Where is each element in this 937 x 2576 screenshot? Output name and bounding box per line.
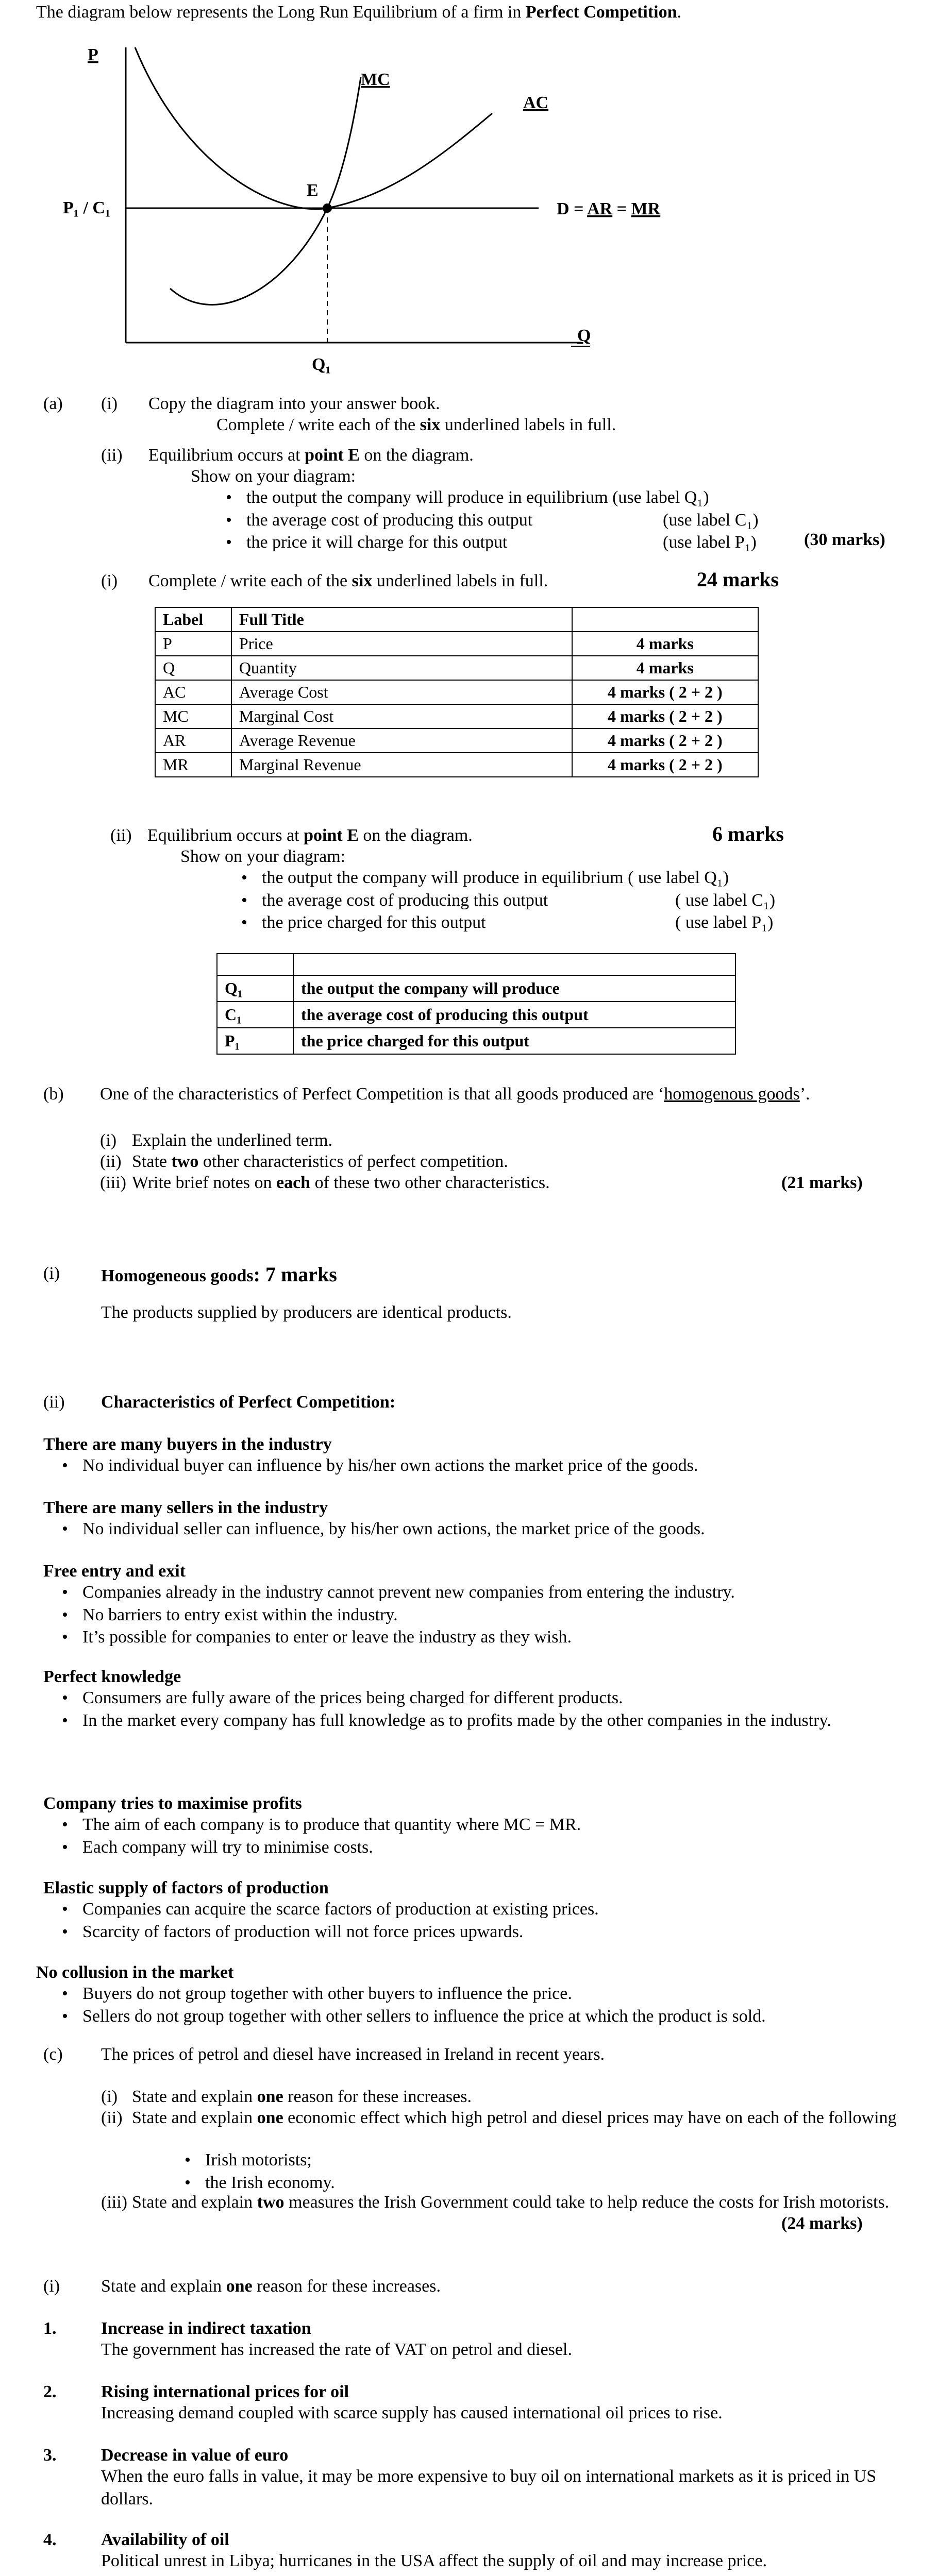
y-axis-label: P — [88, 45, 98, 64]
reason-text: Political unrest in Libya; hurricanes in the USA affect the supply of oil and may increase price. — [101, 2551, 767, 2570]
q-a-label: (a) — [43, 394, 63, 413]
char-list — [58, 1518, 903, 1540]
char-list — [58, 1982, 903, 2027]
x-axis-label: Q — [577, 326, 591, 345]
list-item: • the average cost of producing this output ( use label C₁) — [237, 889, 907, 912]
reason-text: The government has increased the rate of VAT on petrol and diesel. — [101, 2340, 572, 2359]
ans-a-ii-text: Equilibrium occurs at point E on the diagram. — [147, 826, 473, 845]
homog-text: The products supplied by producers are identical products. — [101, 1303, 512, 1322]
table-row: Q Quantity 4 marks — [155, 656, 758, 680]
char-list — [58, 1814, 903, 1858]
reason-heading: Rising international prices for oil — [101, 2382, 349, 2401]
q-a-i-label: (i) — [101, 394, 118, 413]
reason-number: 4. — [43, 2530, 57, 2549]
q-b-iii-text: Write brief notes on each of these two other characteristics. — [132, 1173, 550, 1192]
list-item: • Companies can acquire the scarce factors of production at existing prices. — [58, 1898, 903, 1921]
list-item: • the price charged for this output ( use label P₁) — [237, 911, 907, 934]
list-item: • the output the company will produce in equilibrium (use label Q₁) — [222, 486, 892, 509]
list-item: • the average cost of producing this output (use label C₁) — [222, 509, 892, 532]
q-b-text: One of the characteristics of Perfect Competition is that all goods produced are ‘homogenous goods’. — [100, 1084, 810, 1104]
q-a-i-text2: Complete / write each of the six underlined labels in full. — [216, 415, 616, 434]
q-a-show: Show on your diagram: — [191, 467, 356, 486]
q-b-ii-text: State two other characteristics of perfect competition. — [132, 1152, 508, 1171]
list-item: • No barriers to entry exist within the industry. — [58, 1604, 903, 1626]
q-a-ii-text: Equilibrium occurs at point E on the diagram. — [148, 446, 474, 465]
char-list — [58, 1687, 903, 1732]
reason-number: 2. — [43, 2382, 57, 2401]
ans-a-i-label: (i) — [101, 571, 118, 590]
char-heading: There are many sellers in the industry — [43, 1498, 328, 1517]
q-c-label: (c) — [43, 2045, 63, 2064]
char-list — [58, 1454, 903, 1477]
reason-text: When the euro falls in value, it may be more expensive to buy oil on international markets as it is priced in US dollars. — [101, 2467, 877, 2509]
list-item: • No individual seller can influence, by his/her own actions, the market price of the goods. — [58, 1518, 903, 1540]
q-a-marks: (30 marks) — [804, 530, 885, 549]
list-item: • Sellers do not group together with other sellers to influence the price at which the product is sold. — [58, 2005, 903, 2028]
list-item: • Each company will try to minimise costs. — [58, 1836, 903, 1859]
reason-heading: Availability of oil — [101, 2530, 229, 2549]
p1c1-label: P₁ / C₁ — [63, 198, 111, 217]
table-row: AR Average Revenue 4 marks ( 2 + 2 ) — [155, 728, 758, 753]
char-heading: No collusion in the market — [36, 1963, 234, 1982]
q-b-ii-label: (ii) — [100, 1152, 122, 1171]
list-item: • In the market every company has full knowledge as to profits made by the other companies in the industry. — [58, 1709, 903, 1732]
table-row: AC Average Cost 4 marks ( 2 + 2 ) — [155, 680, 758, 704]
long-run-equilibrium-diagram — [0, 0, 937, 392]
table-row: C₁ the average cost of producing this output — [217, 1002, 735, 1028]
char-list — [58, 1581, 903, 1649]
list-item: • the price it will charge for this output (use label P₁) — [222, 531, 892, 554]
table-row: P Price 4 marks — [155, 632, 758, 656]
reason-heading: Increase in indirect taxation — [101, 2319, 311, 2338]
ans-a-ii-bullets — [237, 867, 907, 934]
q-c-iii-text: State and explain two measures the Irish Government could take to help reduce the costs for Irish motorists. — [132, 2193, 890, 2212]
table-row: MC Marginal Cost 4 marks ( 2 + 2 ) — [155, 704, 758, 728]
q-b-label: (b) — [43, 1084, 64, 1104]
mc-label: MC — [361, 70, 390, 89]
list-item: • It’s possible for companies to enter or leave the industry as they wish. — [58, 1626, 903, 1649]
homog-title: Homogeneous goods: 7 marks — [101, 1263, 337, 1286]
q-c-ii-label: (ii) — [101, 2108, 123, 2127]
chars-label: (ii) — [43, 1393, 65, 1412]
ans-a-ii-show: Show on your diagram: — [180, 847, 346, 866]
homog-label: (i) — [43, 1264, 60, 1283]
char-heading: Perfect knowledge — [43, 1667, 181, 1686]
list-item: • Buyers do not group together with other buyers to influence the price. — [58, 1982, 903, 2005]
q-c-iii-label: (iii) — [101, 2193, 127, 2212]
mc-curve — [170, 77, 361, 304]
table-row: MR Marginal Revenue 4 marks ( 2 + 2 ) — [155, 753, 758, 777]
ans-a-i-text: Complete / write each of the six underlined labels in full. — [148, 571, 548, 590]
list-item: • the output the company will produce in equilibrium ( use label Q₁) — [237, 867, 907, 889]
q-c-ii-text: State and explain one economic effect which high petrol and diesel prices may have on each of the following — [132, 2108, 897, 2127]
intro-text: The diagram below represents the Long Run Equilibrium of a firm in Perfect Competition. — [36, 3, 681, 22]
q-b-marks: (21 marks) — [781, 1173, 863, 1192]
list-item: • Consumers are fully aware of the prices being charged for different products. — [58, 1687, 903, 1709]
q1-label: Q₁ — [312, 355, 331, 374]
char-heading: Elastic supply of factors of production — [43, 1878, 329, 1897]
list-item: • the Irish economy. — [180, 2172, 644, 2194]
reason-text: Increasing demand coupled with scarce supply has caused international oil prices to rise. — [101, 2403, 723, 2422]
reason-number: 1. — [43, 2319, 57, 2338]
reason-heading: Decrease in value of euro — [101, 2446, 289, 2465]
list-item: • No individual buyer can influence by his/her own actions the market price of the goods. — [58, 1454, 903, 1477]
q-a-bullets — [222, 486, 892, 554]
table-row: Q₁ the output the company will produce — [217, 975, 735, 1002]
q-a-i-text: Copy the diagram into your answer book. — [148, 394, 440, 413]
reasons-text: State and explain one reason for these increases. — [101, 2277, 441, 2296]
q-c-marks: (24 marks) — [781, 2214, 863, 2233]
ac-label: AC — [523, 93, 549, 112]
q-b-iii-label: (iii) — [100, 1173, 126, 1192]
q-c-sub-list — [180, 2149, 644, 2194]
table-header-row: Label Full Title — [155, 607, 758, 632]
char-heading: Free entry and exit — [43, 1562, 186, 1581]
chars-title: Characteristics of Perfect Competition: — [101, 1393, 396, 1412]
q-c-i-text: State and explain one reason for these increases. — [132, 2087, 472, 2106]
char-heading: Company tries to maximise profits — [43, 1794, 302, 1813]
labels-table — [155, 607, 759, 777]
q-b-i-text: Explain the underlined term. — [132, 1131, 332, 1150]
char-heading: There are many buyers in the industry — [43, 1435, 332, 1454]
reason-number: 3. — [43, 2446, 57, 2465]
q-c-text: The prices of petrol and diesel have increased in Ireland in recent years. — [101, 2045, 605, 2064]
ans-a-ii-label: (ii) — [110, 826, 132, 845]
reasons-label: (i) — [43, 2277, 60, 2296]
point-e — [323, 204, 332, 213]
ans-a-ii-marks: 6 marks — [712, 822, 784, 845]
d-ar-mr-label: D = AR = MR — [557, 199, 661, 218]
char-list — [58, 1898, 903, 1943]
list-item: • The aim of each company is to produce that quantity where MC = MR. — [58, 1814, 903, 1836]
e-label: E — [307, 181, 319, 200]
table-row: P₁ the price charged for this output — [217, 1028, 735, 1054]
list-item: • Companies already in the industry cannot prevent new companies from entering the industry. — [58, 1581, 903, 1604]
list-item: • Scarcity of factors of production will not force prices upwards. — [58, 1921, 903, 1943]
q-c-i-label: (i) — [101, 2087, 118, 2106]
list-item: • Irish motorists; — [180, 2149, 644, 2172]
ans-a-i-marks: 24 marks — [697, 568, 779, 591]
q-b-i-label: (i) — [100, 1131, 117, 1150]
q-a-ii-label: (ii) — [101, 446, 123, 465]
equilibrium-labels-table — [216, 953, 736, 1055]
